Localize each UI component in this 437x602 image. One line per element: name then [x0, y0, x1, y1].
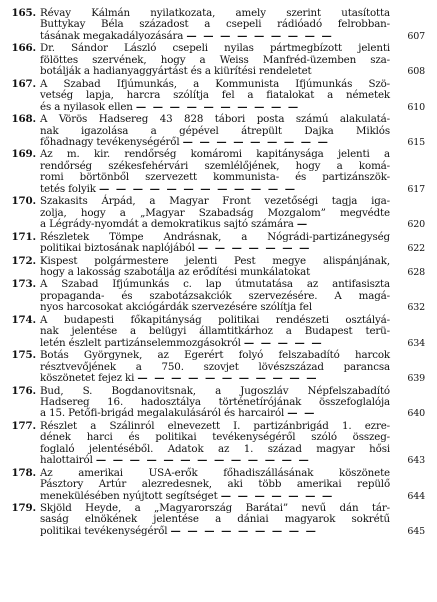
entry-title-text: botálják a hadianyaggyártást és a kiürítési rendeletet — [40, 65, 312, 78]
leader-dashes: — — — — — — — — [197, 242, 311, 255]
entry-title-text: Dr. Sándor László csepeli nyilas pártmegbízott jelenti — [40, 42, 390, 55]
entry-title-line — [0, 338, 390, 349]
entry-title-text: letén észlelt partizánselemmozgásokról — [40, 336, 241, 349]
entry-title-text: a Légrády-nyomdát a demokratikus sajtó számára — [40, 218, 294, 231]
entry-title-text: A Szabad Ifjúmunkás, a Kommunista Ifjúmunkás Szö- — [40, 77, 390, 90]
contents-entry — [0, 279, 437, 313]
entry-title-text: halottairól — [40, 454, 93, 467]
entry-title-text: nak jelentése a belügyi államtitkárhoz a Budapest terü- — [40, 325, 390, 338]
entry-number: 177. — [11, 419, 36, 432]
entry-number: 176. — [11, 384, 36, 397]
entry-title-line — [0, 455, 390, 466]
contents-entry — [0, 421, 437, 467]
entry-title-line — [0, 302, 390, 313]
entry-number: 166. — [11, 42, 36, 55]
page-number: 622 — [407, 243, 425, 255]
entry-title-text: menekülésében nyújtott segítséget — [40, 489, 218, 502]
entry-number: 179. — [11, 502, 36, 515]
contents-entry — [0, 149, 437, 195]
entry-number: 174. — [11, 313, 36, 326]
leader-dashes: — — — — — — — — [220, 489, 334, 502]
entry-title-text: Kispest polgármestere jelenti Pest megye alispánjának, — [40, 254, 390, 267]
entry-title-text: Skjöld Heyde, a „Magyarország Barátai” nevű dán tár- — [40, 502, 390, 515]
entry-title-text: és a nyilasok ellen — [40, 100, 133, 113]
entry-title-line — [0, 267, 390, 278]
entry-title-text: propaganda- és szabotázsakciók szervezésére. A magá- — [40, 289, 390, 302]
leader-dashes: — — — — — — — — — — — — [137, 372, 319, 385]
entry-number: 173. — [11, 278, 36, 291]
entry-title-text: vetség lapja, harcra szólítja fel a fiatalokat a németek — [40, 89, 390, 102]
entry-title-text: nyos harcosokat akciógárdák szervezésére szólítja fel — [40, 301, 312, 314]
entry-number: 175. — [11, 349, 36, 362]
contents-entry — [0, 468, 437, 502]
contents-entry — [0, 114, 437, 148]
contents-page — [0, 8, 437, 602]
entry-number: 167. — [11, 77, 36, 90]
entry-number: 178. — [11, 466, 36, 479]
page-number: 608 — [407, 66, 425, 78]
leader-dashes: — — — — — — — — — — — — — [99, 182, 297, 195]
contents-entry — [0, 503, 437, 537]
contents-entry — [0, 315, 437, 349]
entry-title-text: tásának megakadályozására — [40, 29, 184, 42]
leader-dashes: — — — — — — — — — — [182, 135, 330, 148]
entry-title-line — [0, 243, 390, 254]
contents-entry — [0, 79, 437, 113]
page-number: 640 — [407, 408, 425, 420]
leader-dashes: — — — — — — — — — — — — — — [95, 454, 311, 467]
entry-title-text: foglaló jelentéséből. Adatok az 1. század magyar hősi — [40, 442, 390, 455]
contents-entry — [0, 196, 437, 230]
entry-title-text: saság elnökének jelentése a dániai magyarok sokrétű — [40, 513, 390, 526]
contents-entry — [0, 386, 437, 420]
entry-title-text: dének harci és politikai tevékenységéről szóló összeg- — [40, 431, 390, 444]
entry-title-text: Részlet a Szálinról elnevezett I. partizánbrigád 1. ezre- — [40, 419, 390, 432]
entry-title-text: Révay Kálmán nyilatkozata, amely szerint utasította — [40, 7, 390, 19]
page-number: 610 — [407, 101, 425, 113]
contents-entry — [0, 350, 437, 384]
page-number: 643 — [407, 455, 425, 467]
entry-title-text: Hadsereg 16. hadosztálya történetírójának összefoglalója — [40, 395, 390, 408]
page-number: 634 — [407, 337, 425, 349]
entry-title-text: hogy a lakosság szabotálja az erődítési munkálatokat — [40, 265, 311, 278]
entry-title-text: zolja, hogy a „Magyar Szabadság Mozgalom” megvédte — [40, 206, 390, 219]
entry-title-text: A Szabad Ifjúmunkás c. lap útmutatása az antifasiszta — [40, 278, 390, 291]
entry-title-text: Bud, S. Bogdanovitsnak, a Jugoszláv Népfelszabadító — [40, 384, 390, 397]
entry-number: 169. — [11, 148, 36, 161]
entry-title-line — [0, 219, 390, 230]
page-number: 645 — [407, 525, 425, 537]
entry-title-line — [0, 137, 390, 148]
contents-entry — [0, 8, 437, 42]
entry-title-text: Buttykay Béla századost a csepeli rádióadó felrobban- — [40, 18, 390, 31]
entry-title-text: romi börtönből szervezett kommunista- és partizánszök- — [40, 171, 390, 184]
entry-title-line — [0, 66, 390, 77]
entry-title-text: A budapesti főkapitányság politikai rendészeti osztályá- — [40, 313, 390, 326]
entry-title-text: Botás Györgynek, az Egerért folyó felszabadító harcok — [40, 349, 390, 362]
contents-entry — [0, 232, 437, 255]
entry-title-text: nak igazolása a gépével átrepült Dajka Miklós — [40, 124, 390, 137]
entry-title-text: fölöttes szervének, hogy a Weiss Manfréd-üzemben sza- — [40, 53, 390, 66]
entry-title-text: politikai biztosának naplójából — [40, 242, 195, 255]
entry-title-text: Pásztory Artúr alezredesnek, aki több amerikai repülő — [40, 478, 390, 491]
page-number: 617 — [407, 183, 425, 195]
entry-title-text: főhadnagy tevékenységéről — [40, 135, 180, 148]
contents-entry — [0, 43, 437, 77]
leader-dashes: — — — — — — [243, 336, 324, 349]
contents-list — [0, 8, 437, 537]
entry-title-line — [0, 526, 390, 537]
entry-number: 172. — [11, 254, 36, 267]
entry-title-text: A Vörös Hadsereg 43 828 tábori posta számú alakulatá- — [40, 113, 390, 126]
entry-title-line — [0, 102, 390, 113]
entry-number: 171. — [11, 230, 36, 243]
entry-title-text: Az m. kir. rendőrség komáromi kapitánysága jelenti a — [40, 148, 390, 161]
page-number: 644 — [407, 490, 425, 502]
entry-title-line — [0, 408, 390, 419]
leader-dashes: — — [296, 218, 309, 231]
entry-title-text: a 15. Petőfi-brigád megalakulásáról és harcairól — [40, 407, 285, 420]
entry-number: 170. — [11, 195, 36, 208]
page-number: 620 — [407, 219, 425, 231]
leader-dashes: — — — — — — — — — — [170, 524, 318, 537]
contents-entry — [0, 256, 437, 279]
page-number: 639 — [407, 373, 425, 385]
page-number: 615 — [407, 136, 425, 148]
entry-title-text: résztvevőjének a 750. szovjet lövészszázad parancsa — [40, 360, 390, 373]
entry-title-text: köszönetet fejez ki — [40, 372, 135, 385]
entry-title-line — [0, 373, 390, 384]
entry-number: 168. — [11, 113, 36, 126]
entry-title-text: Szakasits Árpád, a Magyar Front vezetőségi tagja iga- — [40, 195, 390, 208]
leader-dashes: — — — — — — — — — — [186, 29, 334, 42]
page-number: 607 — [407, 30, 425, 42]
entry-title-line — [0, 491, 390, 502]
entry-title-text: tetés folyik — [40, 182, 96, 195]
leader-dashes: — — — [287, 407, 316, 420]
entry-title-line — [0, 31, 390, 42]
entry-title-text: rendőrség székesfehérvári szemlélőjének, hogy a komá- — [40, 159, 390, 172]
page-number: 628 — [407, 266, 425, 278]
leader-dashes: — — — — — — — — — — — [135, 100, 300, 113]
page-number: 632 — [407, 302, 425, 314]
entry-title-text: Részletek Tömpe Andrásnak, a Nógrádi-partizánegység — [40, 230, 390, 243]
entry-title-line — [0, 184, 390, 195]
entry-title-text: Az amerikai USA-erők főhadiszállásának köszönete — [40, 466, 390, 479]
entry-number: 165. — [11, 7, 36, 19]
entry-title-text: politikai tevékenységéről — [40, 524, 168, 537]
